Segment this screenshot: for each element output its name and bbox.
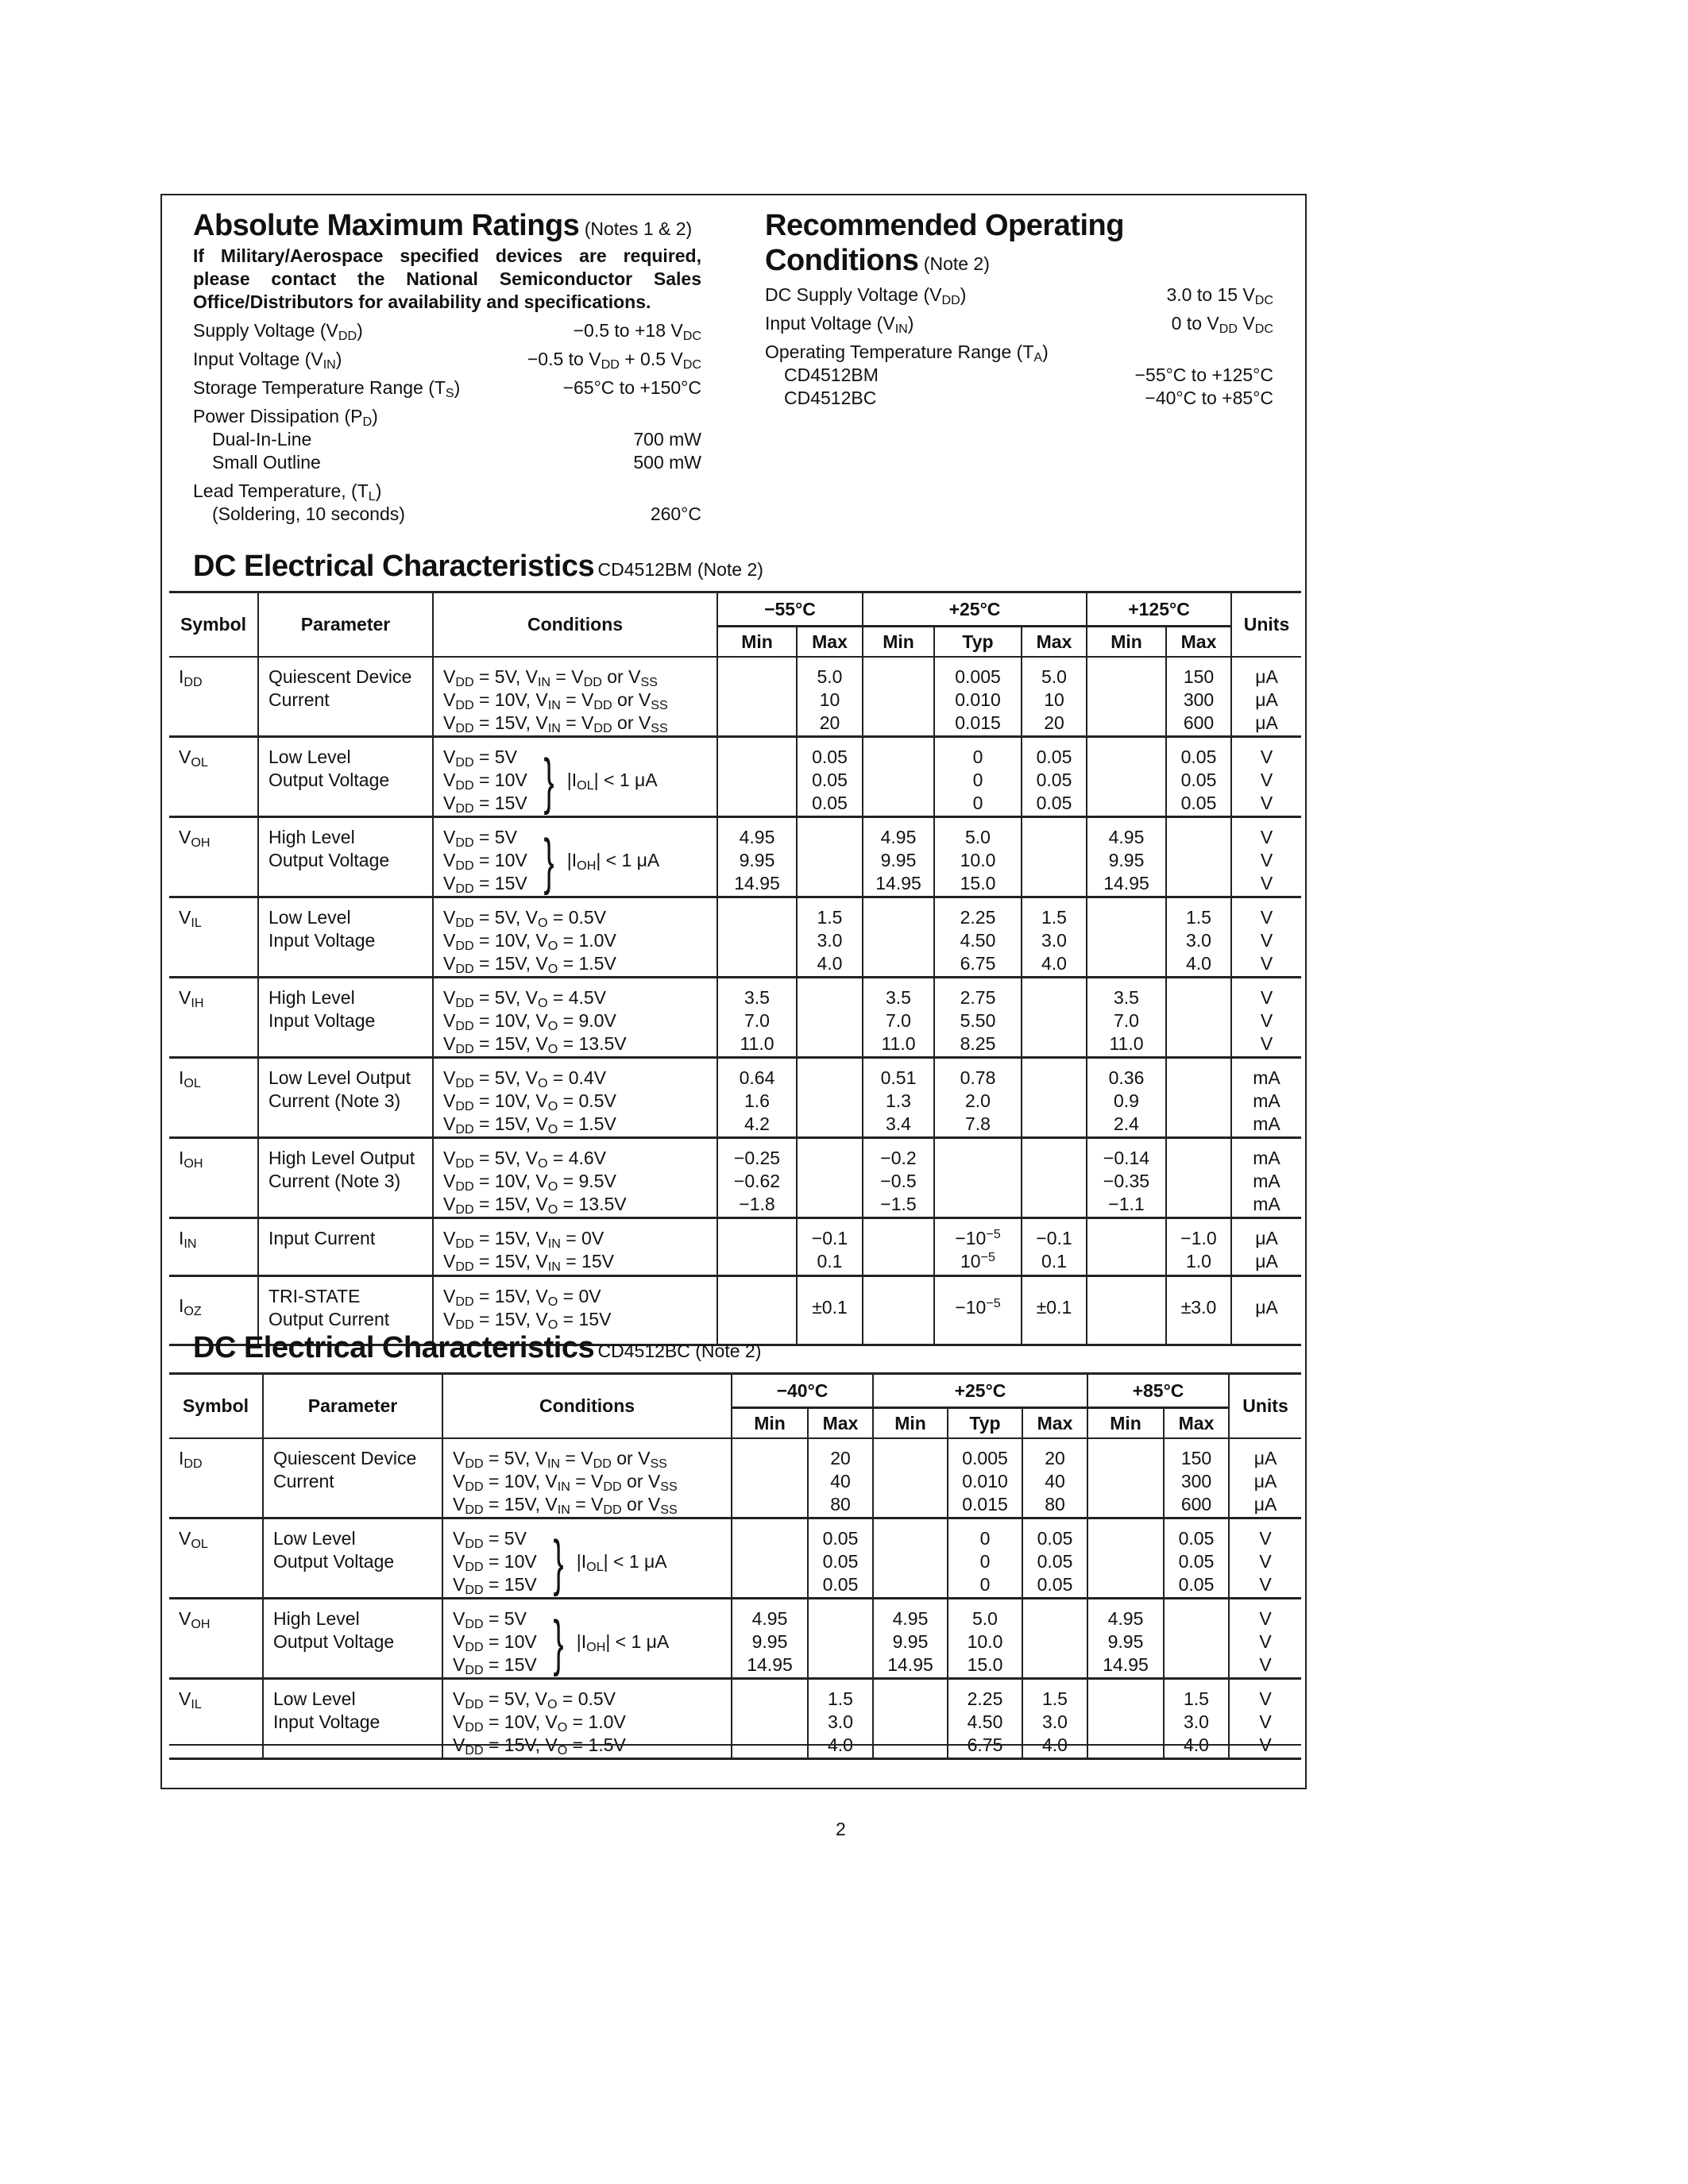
lead-temperature-row: Lead Temperature, $(T_L)$: [193, 480, 382, 504]
page-number: 2: [836, 1819, 846, 1839]
supply-voltage-row: Supply Voltage $(V_{DD})$ −0.5 to +18 $V_{DC}$: [193, 320, 701, 343]
table-row: $I_{IN}$ Input Current $V_{DD} = 15V$, $V_{IN} = 0V$ $V_{DD} = 15V$, $V_{IN} = 15V$ −0.1 0.1 $-10^{-5}$ $10^{-5}$ −0.1 0.1 −1.0 1.0 μA μA: [169, 1218, 1301, 1276]
temp-header-125: +125°C: [1087, 592, 1231, 627]
rec-op-note: (Note 2): [923, 253, 990, 274]
temp-header-25: +25°C: [863, 592, 1087, 627]
storage-temperature-row: Storage Temperature Range $(T_S)$ −65°C to +150°C: [193, 377, 701, 400]
temp-header-25: +25°C: [873, 1374, 1087, 1408]
rec-op-title-line2: Conditions: [765, 244, 919, 277]
dc-bm-heading: DC Electrical Characteristics CD4512BM (Note 2): [193, 550, 763, 583]
table-row: $I_{DD}$ Quiescent Device Current $V_{DD} = 5V$, $V_{IN} = V_{DD}$ or $V_{SS}$ $V_{DD} = 10V$, $V_{IN} = V_{DD}$ or $V_{SS}$ $V_{DD} = 15V$, $V_{IN} = V_{DD}$ or $V_{SS}$ 5.0 10 20 0.005 0.010 0.015 5.0 10 20 150 300 600 μA μA μA: [169, 657, 1301, 737]
table-row: $V_{OL}$ Low Level Output Voltage $V_{DD} = 5V$ $V_{DD} = 10V$ $V_{DD} = 15V$ } $|I_{OL}| < 1$ μA 0.05 0.05 0.05 0 0 0 0.05 0.05 0.05 0.05 0.05 0.05 V V V: [169, 1518, 1301, 1599]
table-row: $V_{OL}$ Low Level Output Voltage $V_{DD} = 5V$ $V_{DD} = 10V$ $V_{DD} = 15V$ } $|I_{OL}| < 1$ μA 0.05 0.05 0.05 0 0 0 0.05 0.05 0.05 0.05 0.05 0.05 V V V: [169, 737, 1301, 817]
abs-max-note: (Notes 1 & 2): [584, 218, 693, 239]
dc-bc-heading: DC Electrical Characteristics CD4512BC (Note 2): [193, 1331, 762, 1364]
cd4512bc-temp-row: CD4512BC −40°C to +85°C: [784, 388, 1273, 408]
dual-in-line-row: Dual-In-Line 700 mW: [212, 429, 701, 450]
soldering-row: (Soldering, 10 seconds) 260°C: [212, 504, 701, 524]
temp-header-m40: −40°C: [732, 1374, 873, 1408]
rec-op-title-line1: Recommended Operating: [765, 209, 1124, 242]
parameter-header: Parameter: [263, 1374, 442, 1439]
dc-supply-row: DC Supply Voltage $(V_{DD})$ 3.0 to 15 $V_{DC}$: [765, 284, 1273, 307]
table-row: $I_{OL}$ Low Level Output Current (Note 3) $V_{DD} = 5V$, $V_O = 0.4V$ $V_{DD} = 10V$, $V_O = 0.5V$ $V_{DD} = 15V$, $V_O = 1.5V$ 0.64 1.6 4.2 0.51 1.3 3.4 0.78 2.0 7.8 0.36 0.9 2.4 mA mA mA: [169, 1058, 1301, 1138]
table-row: $V_{IH}$ High Level Input Voltage $V_{DD} = 5V$, $V_O = 4.5V$ $V_{DD} = 10V$, $V_O = 9.0V$ $V_{DD} = 15V$, $V_O = 13.5V$ 3.5 7.0 11.0 3.5 7.0 11.0 2.75 5.50 8.25 3.5 7.0 11.0 V V V: [169, 978, 1301, 1058]
temp-header-m55: −55°C: [717, 592, 863, 627]
parameter-header: Parameter: [258, 592, 433, 658]
bottom-rule: [169, 1744, 1301, 1746]
table-row: $I_{OH}$ High Level Output Current (Note 3) $V_{DD} = 5V$, $V_O = 4.6V$ $V_{DD} = 10V$, $V_O = 9.5V$ $V_{DD} = 15V$, $V_O = 13.5V$ −0.25 −0.62 −1.8 −0.2 −0.5 −1.5 −0.14 −0.35 −1.1 mA mA mA: [169, 1138, 1301, 1218]
units-header: Units: [1229, 1374, 1301, 1439]
small-outline-row: Small Outline 500 mW: [212, 452, 701, 473]
symbol-header: Symbol: [169, 592, 258, 658]
symbol-header: Symbol: [169, 1374, 263, 1439]
cd4512bm-temp-row: CD4512BM −55°C to +125°C: [784, 365, 1273, 385]
table-row: $V_{IL}$ Low Level Input Voltage $V_{DD} = 5V$, $V_O = 0.5V$ $V_{DD} = 10V$, $V_O = 1.0V$ $V_{DD} = 15V$, $V_O = 1.5V$ 1.5 3.0 4.0 2.25 4.50 6.75 1.5 3.0 4.0 1.5 3.0 4.0 V V V: [169, 1679, 1301, 1759]
conditions-header: Conditions: [442, 1374, 732, 1439]
table-row: $V_{OH}$ High Level Output Voltage $V_{DD} = 5V$ $V_{DD} = 10V$ $V_{DD} = 15V$ } $|I_{OH}| < 1$ μA 4.95 9.95 14.95 4.95 9.95 14.95 5.0 10.0 15.0 4.95 9.95 14.95 V V V: [169, 1599, 1301, 1679]
absolute-maximum-ratings: [193, 208, 701, 526]
rec-input-voltage-row: Input Voltage $(V_{IN})$ 0 to $V_{DD}$ $V_{DC}$: [765, 313, 1273, 336]
table-row: $V_{OH}$ High Level Output Voltage $V_{DD} = 5V$ $V_{DD} = 10V$ $V_{DD} = 15V$ } $|I_{OH}| < 1$ μA 4.95 9.95 14.95 4.95 9.95 14.95 5.0 10.0 15.0 4.95 9.95 14.95 V V V: [169, 817, 1301, 897]
abs-max-title: Absolute Maximum Ratings: [193, 209, 580, 242]
input-voltage-row: Input Voltage $(V_{IN})$ −0.5 to $V_{DD} + 0.5$ $V_{DC}$: [193, 349, 701, 372]
conditions-header: Conditions: [433, 592, 717, 658]
operating-temperature-row: Operating Temperature Range $(T_A)$: [765, 341, 1049, 365]
recommended-operating-conditions: [765, 208, 1273, 410]
dc-bm-table: Symbol Parameter Conditions −55°C +25°C +125°C Units Min Max Min Typ Max Min Max $I_{DD}$ Quiescent Device Current $V_{DD} = 5V$, $V_{IN} = V_{DD}$ or $V_{SS}$ $V_{DD} = 10V$, $V_{IN} = V_{DD}$ or $V_{SS}$ $V_{DD} = 15V$, $V_{IN} = V_{DD}$ or $V_{SS}$ 5.0 10 20 0.005 0.010 0.015 5.0 10 20 150 300 600 μA μA μA $V_{OL}$ Low Level Output Voltage $V_{DD} = 5V$ $V_{DD} = 10V$ $V_{DD} = 15V$ } $|I_{OL}| < 1$ μA 0.05 0.05 0.05 0 0 0 0.05 0.05 0.05 0.05 0.05 0.05 V V V $V_{OH}$ High Level Output Voltage $V_{DD} = 5V$ $V_{DD} = 10V$ $V_{DD} = 15V$ } $|I_{OH}| < 1$ μA 4.95 9.95 14.95 4.95 9.95 14.95 5.0 10.0 15.0 4.95 9.95 14.95 V V V $V_{IL}$ Low Level Input Voltage $V_{DD} = 5V$, $V_O = 0.5V$ $V_{DD} = 10V$, $V_O = 1.0V$ $V_{DD} = 15V$, $V_O = 1.5V$ 1.5 3.0 4.0 2.25 4.50 6.75 1.5 3.0 4.0 1.5 3.0 4.0 V V V $V_{IH}$ High Level Input Voltage $V_{DD} = 5V$, $V_O = 4.5V$ $V_{DD} = 10V$, $V_O = 9.0V$ $V_{DD} = 15V$, $V_O = 13.5V$ 3.5 7.0 11.0 3.5 7.0 11.0 2.75 5.50 8.25 3.5 7.0 11.0 V V V $I_{OL}$ Low Level Output Current (Note 3) $V_{DD} = 5V$, $V_O = 0.4V$ $V_{DD} = 10V$, $V_O = 0.5V$ $V_{DD} = 15V$, $V_O = 1.5V$ 0.64 1.6 4.2 0.51 1.3 3.4 0.78 2.0 7.8 0.36 0.9 2.4 mA mA mA $I_{OH}$ High Level Output Current (Note 3) $V_{DD} = 5V$, $V_O = 4.6V$ $V_{DD} = 10V$, $V_O = 9.5V$ $V_{DD} = 15V$, $V_O = 13.5V$ −0.25 −0.62 −1.8 −0.2 −0.5 −1.5 −0.14 −0.35 −1.1 mA mA mA $I_{IN}$ Input Current $V_{DD} = 15V$, $V_{IN} = 0V$ $V_{DD} = 15V$, $V_{IN} = 15V$ −0.1 0.1 $-10^{-5}$ $10^{-5}$ −0.1 0.1 −1.0 1.0 μA μA $I_{OZ}$ TRI-STATE Output Current $V_{DD} = 15V$, $V_O = 0V$ $V_{DD} = 15V$, $V_O = 15V$ ±0.1 $-10^{-5}$ ±0.1 ±3.0 μA: [169, 591, 1301, 1346]
military-warning: If Military/Aerospace specified devices are required, please contact the National Semiconductor Sales Office/Distributors for availability and specifications.: [193, 245, 701, 312]
table-row: $V_{IL}$ Low Level Input Voltage $V_{DD} = 5V$, $V_O = 0.5V$ $V_{DD} = 10V$, $V_O = 1.0V$ $V_{DD} = 15V$, $V_O = 1.5V$ 1.5 3.0 4.0 2.25 4.50 6.75 1.5 3.0 4.0 1.5 3.0 4.0 V V V: [169, 897, 1301, 978]
power-dissipation-row: Power Dissipation $(P_D)$: [193, 406, 378, 429]
dc-bc-table: Symbol Parameter Conditions −40°C +25°C +85°C Units Min Max Min Typ Max Min Max $I_{DD}$ Quiescent Device Current $V_{DD} = 5V$, $V_{IN} = V_{DD}$ or $V_{SS}$ $V_{DD} = 10V$, $V_{IN} = V_{DD}$ or $V_{SS}$ $V_{DD} = 15V$, $V_{IN} = V_{DD}$ or $V_{SS}$ 20 40 80 0.005 0.010 0.015 20 40 80 150 300 600 μA μA μA $V_{OL}$ Low Level Output Voltage $V_{DD} = 5V$ $V_{DD} = 10V$ $V_{DD} = 15V$ } $|I_{OL}| < 1$ μA 0.05 0.05 0.05 0 0 0 0.05 0.05 0.05 0.05 0.05 0.05 V V V $V_{OH}$ High Level Output Voltage $V_{DD} = 5V$ $V_{DD} = 10V$ $V_{DD} = 15V$ } $|I_{OH}| < 1$ μA 4.95 9.95 14.95 4.95 9.95 14.95 5.0 10.0 15.0 4.95 9.95 14.95 V V V $V_{IL}$ Low Level Input Voltage $V_{DD} = 5V$, $V_O = 0.5V$ $V_{DD} = 10V$, $V_O = 1.0V$ $V_{DD} = 15V$, $V_O = 1.5V$ 1.5 3.0 4.0 2.25 4.50 6.75 1.5 3.0 4.0 1.5 3.0 4.0 V V V: [169, 1372, 1301, 1760]
temp-header-85: +85°C: [1087, 1374, 1229, 1408]
table-row: $I_{OZ}$ TRI-STATE Output Current $V_{DD} = 15V$, $V_O = 0V$ $V_{DD} = 15V$, $V_O = 15V$ ±0.1 $-10^{-5}$ ±0.1 ±3.0 μA: [169, 1276, 1301, 1345]
units-header: Units: [1231, 592, 1301, 658]
table-row: $I_{DD}$ Quiescent Device Current $V_{DD} = 5V$, $V_{IN} = V_{DD}$ or $V_{SS}$ $V_{DD} = 10V$, $V_{IN} = V_{DD}$ or $V_{SS}$ $V_{DD} = 15V$, $V_{IN} = V_{DD}$ or $V_{SS}$ 20 40 80 0.005 0.010 0.015 20 40 80 150 300 600 μA μA μA: [169, 1438, 1301, 1518]
